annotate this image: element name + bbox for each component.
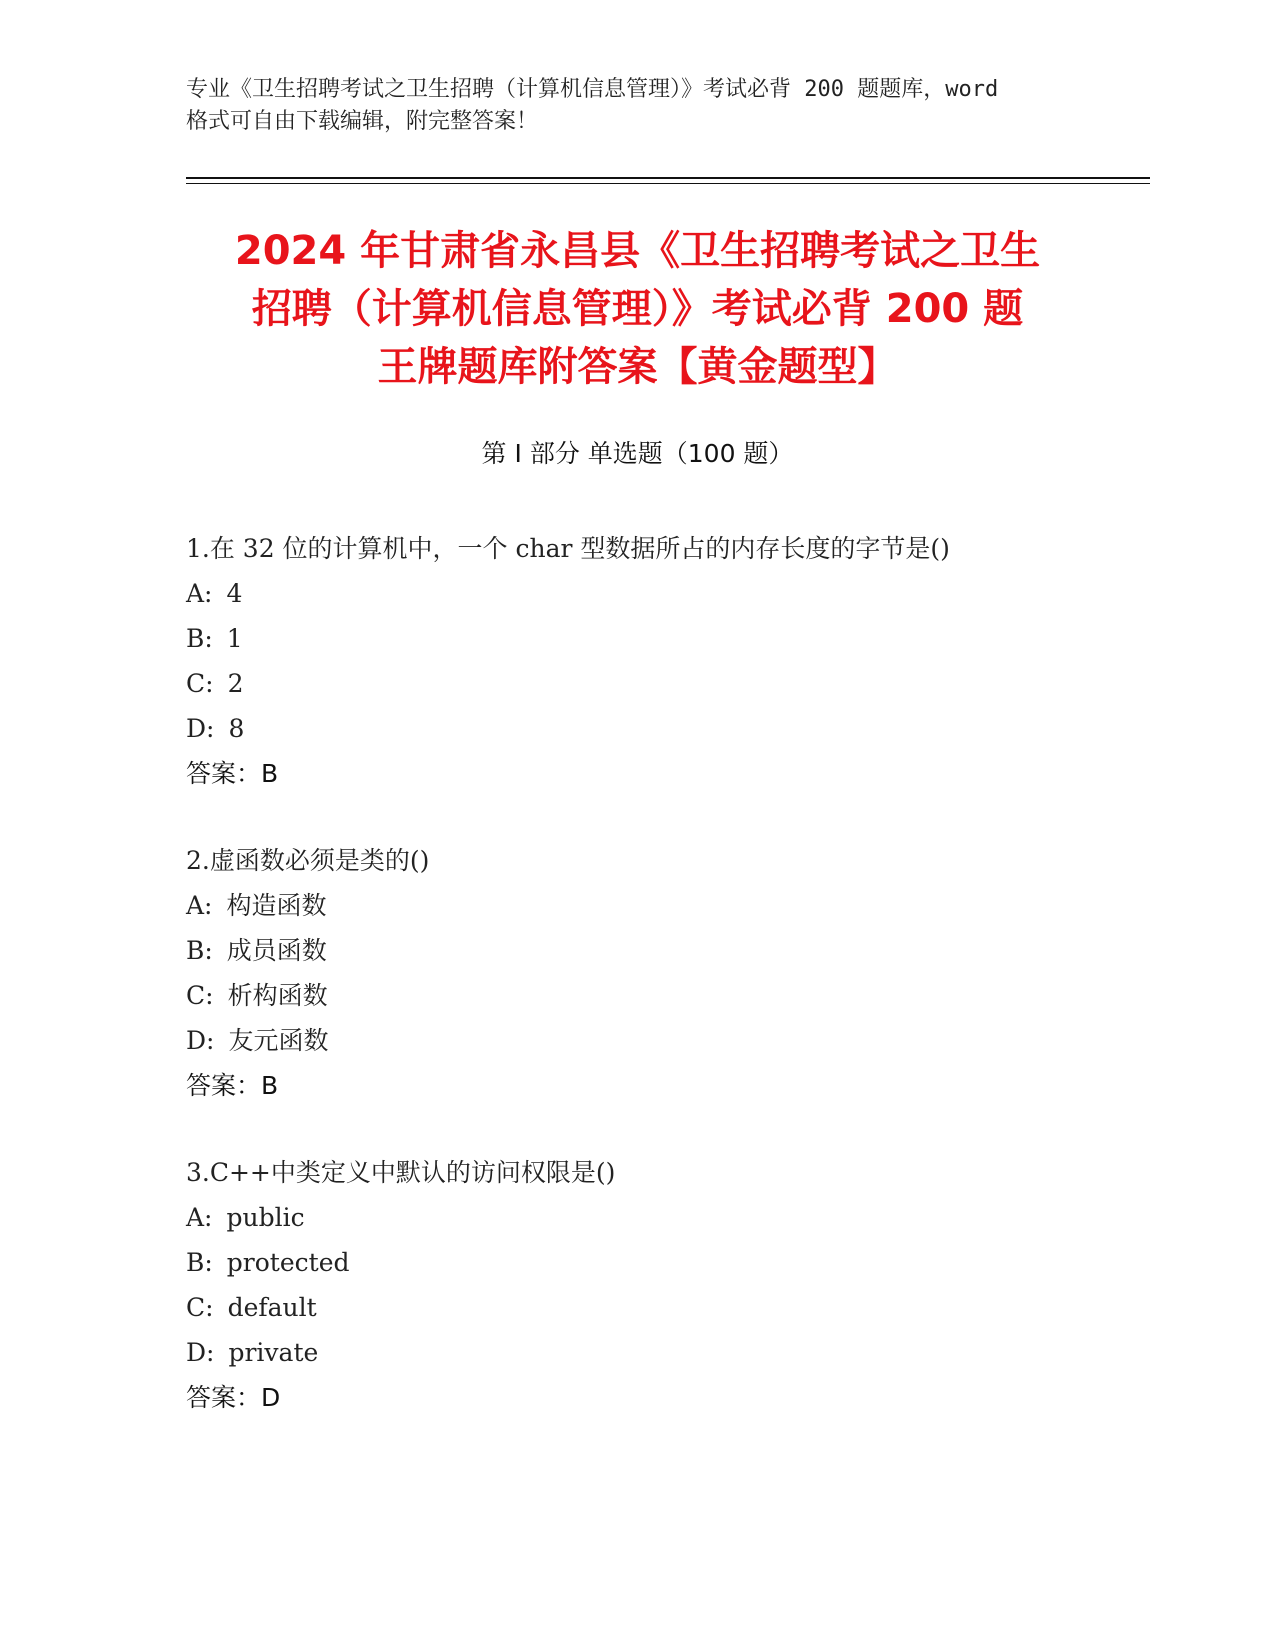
document-title-line-2: 招聘（计算机信息管理）》考试必背 200 题 <box>251 286 1024 332</box>
option-text: protected <box>226 1248 350 1277</box>
option-b <box>186 928 1146 973</box>
question-stem: 2.虚函数必须是类的() <box>186 846 430 875</box>
option-d <box>186 1330 1146 1375</box>
option-letter: C: <box>186 1293 214 1322</box>
section-heading: 第 I 部分 单选题（100 题） <box>481 439 794 468</box>
header-divider-thick <box>186 177 1150 179</box>
option-a <box>186 571 1146 616</box>
option-letter: B: <box>186 624 213 653</box>
option-d <box>186 1018 1146 1063</box>
option-a <box>186 1195 1146 1240</box>
header-note-line-1: 专业《卫生招聘考试之卫生招聘（计算机信息管理）》考试必背 200 题题库，word <box>186 77 999 102</box>
option-text: 成员函数 <box>226 936 327 965</box>
question-item <box>186 526 1146 796</box>
header-note-line-2: 格式可自由下载编辑，附完整答案！ <box>186 109 539 134</box>
option-d <box>186 706 1146 751</box>
option-text: public <box>226 1203 305 1232</box>
document-title <box>170 222 1105 396</box>
option-text: 8 <box>228 714 245 743</box>
option-b <box>186 1240 1146 1285</box>
option-letter: A: <box>186 579 213 608</box>
option-letter: D: <box>186 1026 215 1055</box>
answer-line: 答案：B <box>186 1071 279 1100</box>
option-letter: A: <box>186 1203 213 1232</box>
answer-line: 答案：B <box>186 759 279 788</box>
question-stem: 3.C++中类定义中默认的访问权限是() <box>186 1158 616 1187</box>
option-letter: C: <box>186 669 214 698</box>
option-text: 析构函数 <box>227 981 328 1010</box>
option-letter: C: <box>186 981 214 1010</box>
option-text: private <box>228 1338 319 1367</box>
question-item <box>186 838 1146 1108</box>
question-item <box>186 1150 1146 1420</box>
option-c <box>186 1285 1146 1330</box>
option-a <box>186 883 1146 928</box>
option-text: 友元函数 <box>228 1026 329 1055</box>
option-letter: B: <box>186 1248 213 1277</box>
option-text: 4 <box>226 579 243 608</box>
option-c <box>186 661 1146 706</box>
option-letter: A: <box>186 891 213 920</box>
document-title-line-3: 王牌题库附答案【黄金题型】 <box>377 344 898 390</box>
question-list <box>186 526 1146 1462</box>
document-title-line-1: 2024 年甘肃省永昌县《卫生招聘考试之卫生 <box>234 228 1041 274</box>
option-c <box>186 973 1146 1018</box>
header-divider-thin <box>186 183 1150 184</box>
header-note <box>186 74 1086 138</box>
option-letter: D: <box>186 714 215 743</box>
option-b <box>186 616 1146 661</box>
option-text: 2 <box>227 669 244 698</box>
option-letter: D: <box>186 1338 215 1367</box>
question-stem: 1.在 32 位的计算机中，一个 char 型数据所占的内存长度的字节是() <box>186 534 950 563</box>
option-text: 1 <box>226 624 243 653</box>
option-text: default <box>227 1293 317 1322</box>
option-text: 构造函数 <box>226 891 327 920</box>
option-letter: B: <box>186 936 213 965</box>
answer-line: 答案：D <box>186 1383 281 1412</box>
